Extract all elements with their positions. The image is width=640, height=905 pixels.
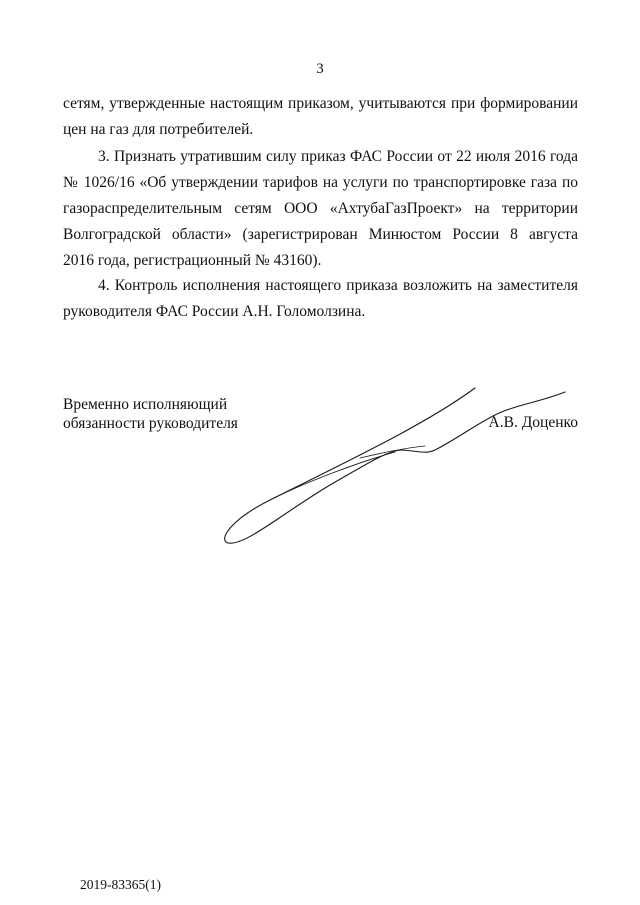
paragraph-line: руководителя ФАС России А.Н. Голомолзина. [63,303,366,320]
handwritten-signature [210,380,580,550]
paragraph-line: № 1026/16 «Об утверждении тарифов на услуги по транспортировке газа по [63,174,578,191]
paragraph-line: сетям, утвержденные настоящим приказом, учитываются при формировании [63,95,578,112]
paragraph-item-4 [63,273,578,325]
paragraph-continuation [63,91,578,143]
page-number: 3 [316,61,324,77]
paragraph-line: 3. Признать утратившим силу приказ ФАС России от 22 июля 2016 года [98,148,578,165]
signer-title-line: обязанности руководителя [63,415,238,432]
paragraph-item-3 [63,144,578,274]
document-number: 2019-83365(1) [80,877,161,892]
paragraph-line: Волгоградской области» (зарегистрирован Минюстом России 8 августа [63,226,578,243]
paragraph-line: газораспределительным сетям ООО «АхтубаГазПроект» на территории [63,200,578,217]
paragraph-line: 2016 года, регистрационный № 43160). [63,252,322,269]
signer-name: А.В. Доценко [488,414,578,431]
paragraph-line: 4. Контроль исполнения настоящего приказа возложить на заместителя [98,277,578,294]
paragraph-line: цен на газ для потребителей. [63,121,254,138]
signer-title-line: Временно исполняющий [63,396,228,413]
